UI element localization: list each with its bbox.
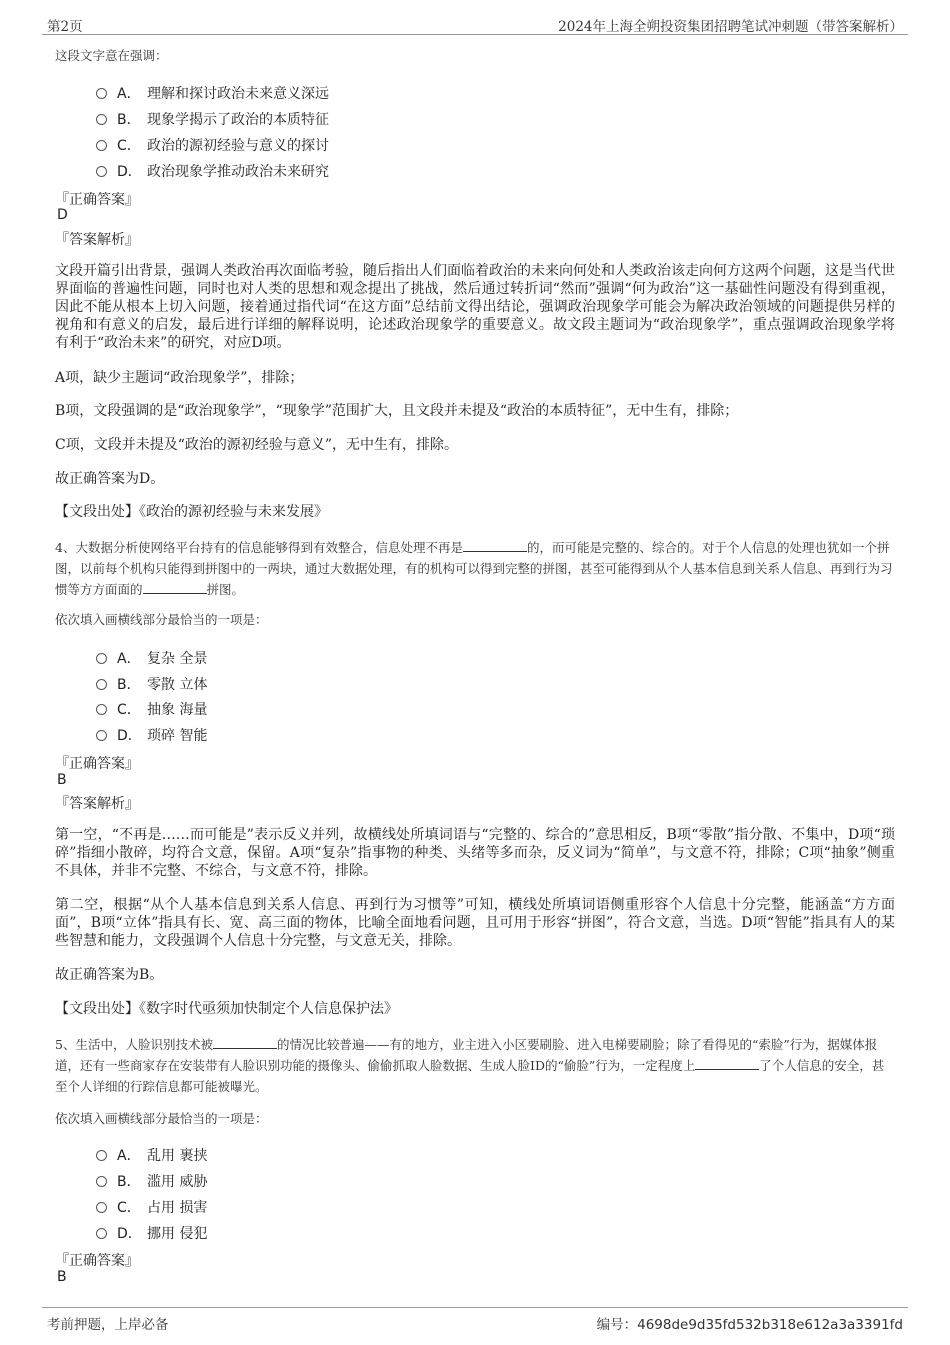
- q3-option-d[interactable]: D． 政治现象学推动政治未来研究: [96, 161, 329, 181]
- q4-analysis-paragraph: 第一空，“不再是……而可能是”表示反义并列，故横线处所填词语与“完整的、综合的”意思相反，B项“零散”指分散、不集中，D项“琐碎”指细小散碎，均符合文意，保留。A项“复杂”指事物的种类、头绪等多而杂，反义词为“简单”，与文意不符，排除；C项“抽象”侧重不具体，并非不完整、不综合，与文意不符，排除。: [55, 827, 895, 879]
- correct-answer: B: [57, 1269, 67, 1285]
- q3-analysis-paragraph: B项，文段强调的是“政治现象学”，“现象学”范围扩大，且文段并未提及“政治的本质特征”，无中生有，排除；: [55, 403, 739, 419]
- q5-option-d[interactable]: D． 挪用 侵犯: [96, 1223, 207, 1243]
- radio-icon[interactable]: [96, 1228, 107, 1239]
- q3-prompt: 这段文字意在强调：: [55, 48, 168, 63]
- q4-stem: 4、大数据分析使网络平台持有的信息能够得到有效整合，信息处理不再是 的，而可能是完整的、综合的。对于个人信息的处理也犹如一个拼图，以前每个机构只能得到拼图中的一两块，通过大数据处理，有的机构可以得到完整的拼图，甚至可能得到从个人基本信息到关系人信息、再到行为习惯等方方面面的 拼图。: [55, 540, 893, 597]
- document-title: 2024年上海全朔投资集团招聘笔试冲刺题（带答案解析）: [558, 19, 903, 35]
- blank-line: [143, 581, 207, 594]
- q4-prompt: 依次填入画横线部分最恰当的一项是：: [55, 612, 268, 627]
- q3-analysis-paragraph: A项，缺少主题词“政治现象学”，排除；: [55, 370, 304, 386]
- q5-option-b[interactable]: B． 滥用 威胁: [96, 1171, 207, 1191]
- q5-prompt: 依次填入画横线部分最恰当的一项是：: [55, 1111, 268, 1126]
- q4-analysis-paragraph: 故正确答案为B。: [55, 967, 164, 983]
- q4-option-b[interactable]: B． 零散 立体: [96, 674, 207, 694]
- correct-answer-label: 『正确答案』: [55, 1253, 139, 1269]
- radio-icon[interactable]: [96, 114, 107, 125]
- correct-answer: D: [57, 207, 68, 223]
- radio-icon[interactable]: [96, 1150, 107, 1161]
- q3-option-a[interactable]: A． 理解和探讨政治未来意义深远: [96, 83, 329, 103]
- radio-icon[interactable]: [96, 730, 107, 741]
- q3-source: 【文段出处】《政治的源初经验与未来发展》: [55, 504, 328, 520]
- page-header: [42, 12, 908, 35]
- q3-analysis-paragraph: C项，文段并未提及“政治的源初经验与意义”，无中生有，排除。: [55, 437, 459, 453]
- q5-option-a[interactable]: A． 乱用 裹挟: [96, 1145, 207, 1165]
- q4-option-d[interactable]: D． 琐碎 智能: [96, 725, 207, 745]
- q3-analysis-paragraph: 文段开篇引出背景，强调人类政治再次面临考验，随后指出人们面临着政治的未来向何处和人类政治该走向何方这两个问题，这是当代世界面临的普遍性问题，同时也对人类的思想和观念提出了挑战，然后通过转折词“然而”强调“何为政治”这一基础性问题没有得到重视，因此不能从根本上切入问题，接着通过指代词“在这方面”总结前文得出结论，强调政治现象学可能会为解决政治领域的问题提供另样的视角和有意义的启发，最后进行详细的解释说明，论述政治现象学的重要意义。故文段主题词为“政治现象学”，重点强调政治现象学将有利于“政治未来”的研究，对应D项。: [55, 263, 895, 351]
- q5-option-c[interactable]: C． 占用 损害: [96, 1197, 207, 1217]
- q4-option-a[interactable]: A． 复杂 全景: [96, 648, 207, 668]
- q4-source: 【文段出处】《数字时代亟须加快制定个人信息保护法》: [55, 1001, 398, 1017]
- radio-icon[interactable]: [96, 1202, 107, 1213]
- radio-icon[interactable]: [96, 679, 107, 690]
- footer-slogan: 考前押题，上岸必备: [47, 1317, 169, 1333]
- radio-icon[interactable]: [96, 166, 107, 177]
- radio-icon[interactable]: [96, 1176, 107, 1187]
- page-footer: [42, 1307, 908, 1332]
- document-code: 编号：4698de9d35fd532b318e612a3a3391fd: [596, 1317, 903, 1333]
- q4-analysis-paragraph: 第二空，根据“从个人基本信息到关系人信息、再到行为习惯等”可知，横线处所填词语侧重形容个人信息十分完整，能涵盖“方方面面”，B项“立体”指具有长、宽、高三面的物体，比喻全面地看问题，且可用于形容“拼图”，符合文意，当选。D项“智能”指具有人的某些智慧和能力，文段强调个人信息十分完整，与文意无关，排除。: [55, 897, 895, 949]
- q3-option-c[interactable]: C． 政治的源初经验与意义的探讨: [96, 135, 329, 155]
- q5-stem: 5、生活中，人脸识别技术被 的情况比较普遍——有的地方，业主进入小区要刷脸、进入电梯要刷脸；除了看得见的“索脸”行为，据媒体报道，还有一些商家存在安装带有人脸识别功能的摄像头、偷偷抓取人脸数据、生成人脸ID的“偷脸”行为，一定程度上 了个人信息的安全，甚至个人详细的行踪信息都可能被曝光。: [55, 1037, 885, 1094]
- radio-icon[interactable]: [96, 653, 107, 664]
- blank-line: [213, 1036, 277, 1049]
- page-number: 第2页: [47, 19, 83, 35]
- radio-icon[interactable]: [96, 140, 107, 151]
- q4-option-c[interactable]: C． 抽象 海量: [96, 699, 207, 719]
- analysis-label: 『答案解析』: [55, 796, 139, 812]
- q3-option-b[interactable]: B． 现象学揭示了政治的本质特征: [96, 109, 329, 129]
- correct-answer-label: 『正确答案』: [55, 192, 139, 208]
- blank-line: [695, 1057, 759, 1070]
- q3-analysis-paragraph: 故正确答案为D。: [55, 471, 165, 487]
- blank-line: [463, 539, 527, 552]
- analysis-label: 『答案解析』: [55, 232, 139, 248]
- radio-icon[interactable]: [96, 704, 107, 715]
- correct-answer-label: 『正确答案』: [55, 756, 139, 772]
- correct-answer: B: [57, 772, 67, 788]
- radio-icon[interactable]: [96, 88, 107, 99]
